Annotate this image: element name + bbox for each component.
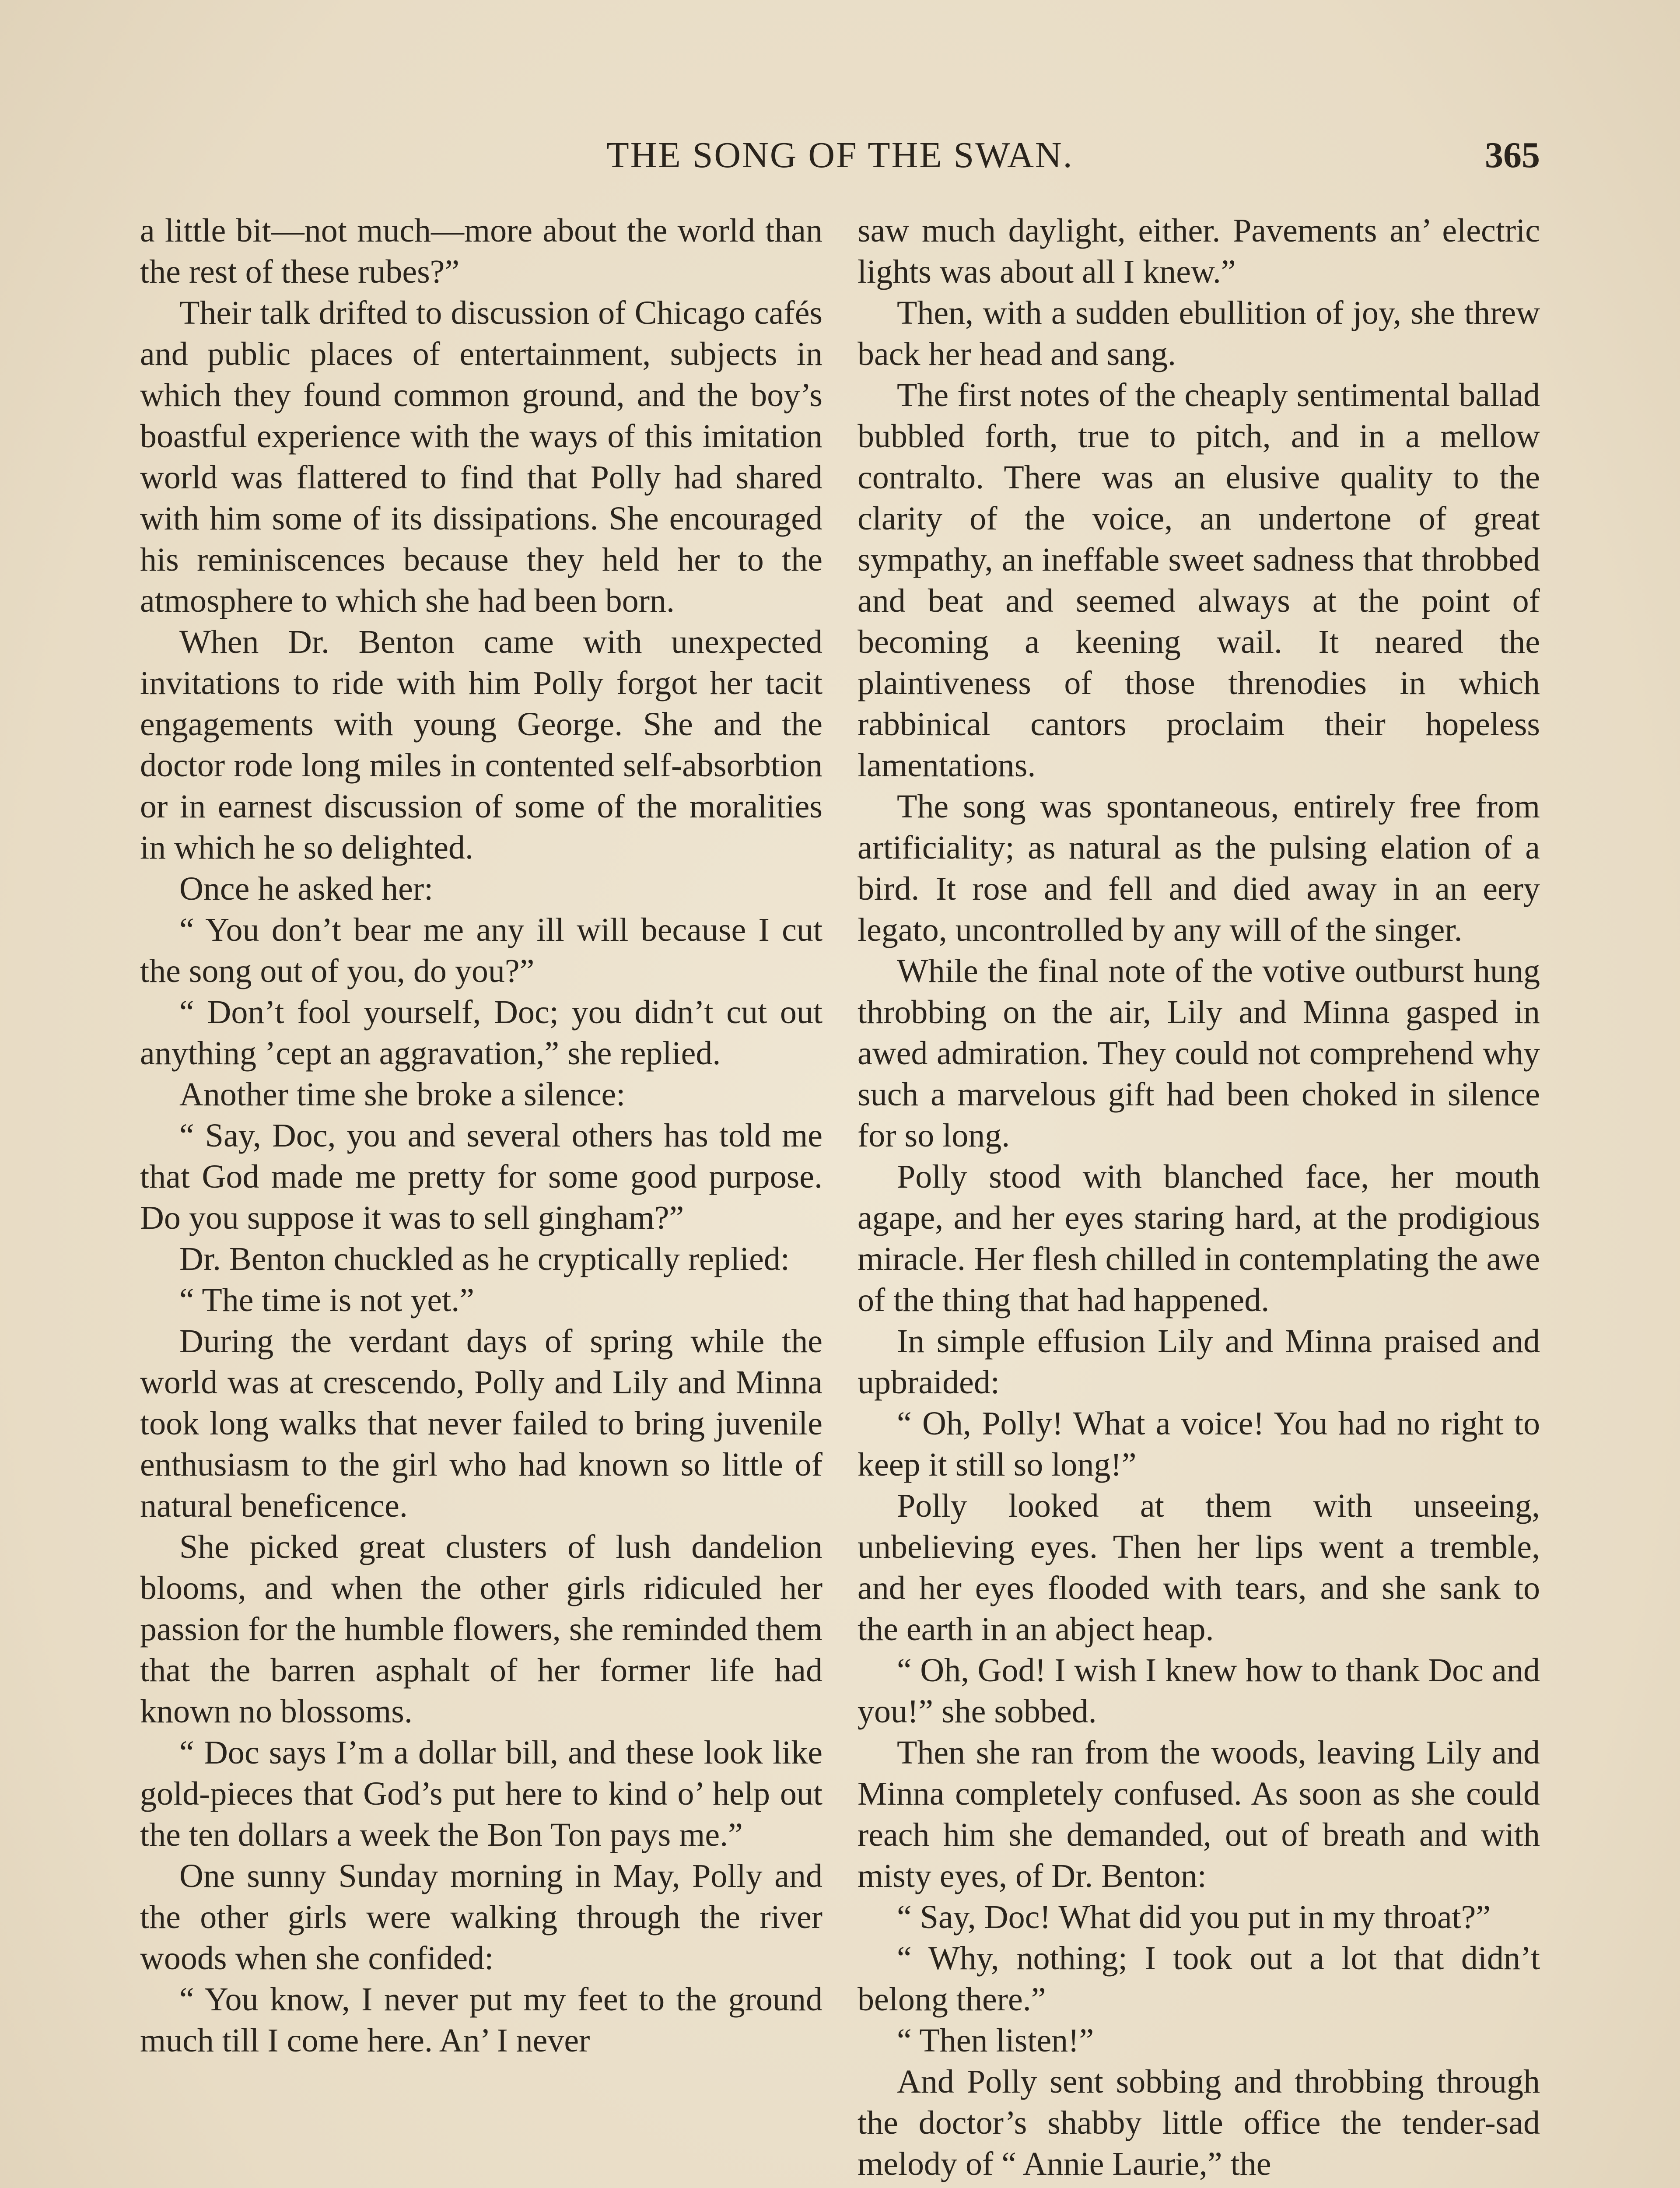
paragraph: And Polly sent sobbing and throbbing through the doctor’s shabby little office the tender-sad melody of “ Annie Laurie,” the	[858, 2063, 1540, 2182]
paragraph: “ Don’t fool yourself, Doc; you didn’t cut out anything ’cept an aggravation,” she replied.	[140, 994, 822, 1072]
paragraph: saw much daylight, either. Pavements an’ electric lights was about all I knew.”	[858, 212, 1540, 290]
paragraph: “ You know, I never put my feet to the ground much till I come here. An’ I never	[140, 1981, 822, 2059]
paragraph: “ Oh, God! I wish I knew how to thank Doc and you!” she sobbed.	[858, 1652, 1540, 1730]
paragraph: Dr. Benton chuckled as he cryptically replied:	[179, 1241, 790, 1277]
paragraph: “ Doc says I’m a dollar bill, and these look like gold-pieces that God’s put here to kind o’ help out the ten dollars a week the Bon Ton pays me.”	[140, 1734, 822, 1853]
paragraph: a little bit—not much—more about the world than the rest of these rubes?”	[140, 212, 822, 290]
paragraph: “ The time is not yet.”	[179, 1282, 474, 1318]
paragraph: Their talk drifted to discussion of Chicago cafés and public places of entertainment, subjects in which they found common ground, and the boy’s boastful experience with the ways of this imitation world was flattered to find that Polly had shared with him some of its dissipations. She encouraged his reminiscences because they held her to the atmosphere to which she had been born.	[140, 295, 822, 619]
paragraph: “ Say, Doc, you and several others has told me that God made me pretty for some good purpose. Do you suppose it was to sell gingham?”	[140, 1117, 822, 1236]
paragraph: In simple effusion Lily and Minna praised and upbraided:	[858, 1323, 1540, 1401]
paragraph: Another time she broke a silence:	[179, 1076, 626, 1113]
paragraph: One sunny Sunday morning in May, Polly and the other girls were walking through the river woods when she confided:	[140, 1858, 822, 1977]
running-title: THE SONG OF THE SWAN.	[606, 135, 1074, 175]
page-header	[140, 131, 1540, 179]
paragraph: Polly stood with blanched face, her mouth agape, and her eyes staring hard, at the prodigious miracle. Her flesh chilled in contemplating the awe of the thing that had happened.	[858, 1158, 1540, 1318]
paragraph: Once he asked her:	[179, 870, 434, 907]
paragraph: Polly looked at them with unseeing, unbelieving eyes. Then her lips went a tremble, and her eyes flooded with tears, and she sank to the earth in an abject heap.	[858, 1487, 1540, 1648]
paragraph: Then she ran from the woods, leaving Lily and Minna completely confused. As soon as she could reach him she demanded, out of breath and with misty eyes, of Dr. Benton:	[858, 1734, 1540, 1894]
paragraph: “ Oh, Polly! What a voice! You had no right to keep it still so long!”	[858, 1405, 1540, 1483]
paragraph: “ Why, nothing; I took out a lot that didn’t belong there.”	[858, 1940, 1540, 2018]
paragraph: “ Say, Doc! What did you put in my throat?”	[897, 1899, 1491, 1936]
paragraph: She picked great clusters of lush dandelion blooms, and when the other girls ridiculed her passion for the humble flowers, she reminded them that the barren asphalt of her former life had known no blossoms.	[140, 1529, 822, 1730]
paragraph: While the final note of the votive outburst hung throbbing on the air, Lily and Minna gasped in awed admiration. They could not comprehend why such a marvelous gift had been choked in silence for so long.	[858, 953, 1540, 1154]
paragraph: The first notes of the cheaply sentimental ballad bubbled forth, true to pitch, and in a mellow contralto. There was an elusive quality to the clarity of the voice, an undertone of great sympathy, an ineffable sweet sadness that throbbed and beat and seemed always at the point of becoming a keening wail. It neared the plaintiveness of those threnodies in which rabbinical cantors proclaim their hopeless lamentations.	[858, 377, 1540, 784]
left-column	[140, 210, 822, 2061]
paragraph: During the verdant days of spring while the world was at crescendo, Polly and Lily and Minna took long walks that never failed to bring juvenile enthusiasm to the girl who had known so little of natural beneficence.	[140, 1323, 822, 1524]
paragraph: Then, with a sudden ebullition of joy, she threw back her head and sang.	[858, 295, 1540, 372]
right-column	[858, 210, 1540, 2184]
page-number: 365	[1485, 135, 1540, 175]
paragraph: “ Then listen!”	[897, 2022, 1094, 2059]
paragraph: When Dr. Benton came with unexpected invitations to ride with him Polly forgot her tacit engagements with young George. She and the doctor rode long miles in contented self-absorbtion or in earnest discussion of some of the moralities in which he so delighted.	[140, 624, 822, 866]
paragraph: “ You don’t bear me any ill will because I cut the song out of you, do you?”	[140, 912, 822, 989]
paragraph: The song was spontaneous, entirely free from artificiality; as natural as the pulsing elation of a bird. It rose and fell and died away in an eery legato, uncontrolled by any will of the singer.	[858, 788, 1540, 948]
